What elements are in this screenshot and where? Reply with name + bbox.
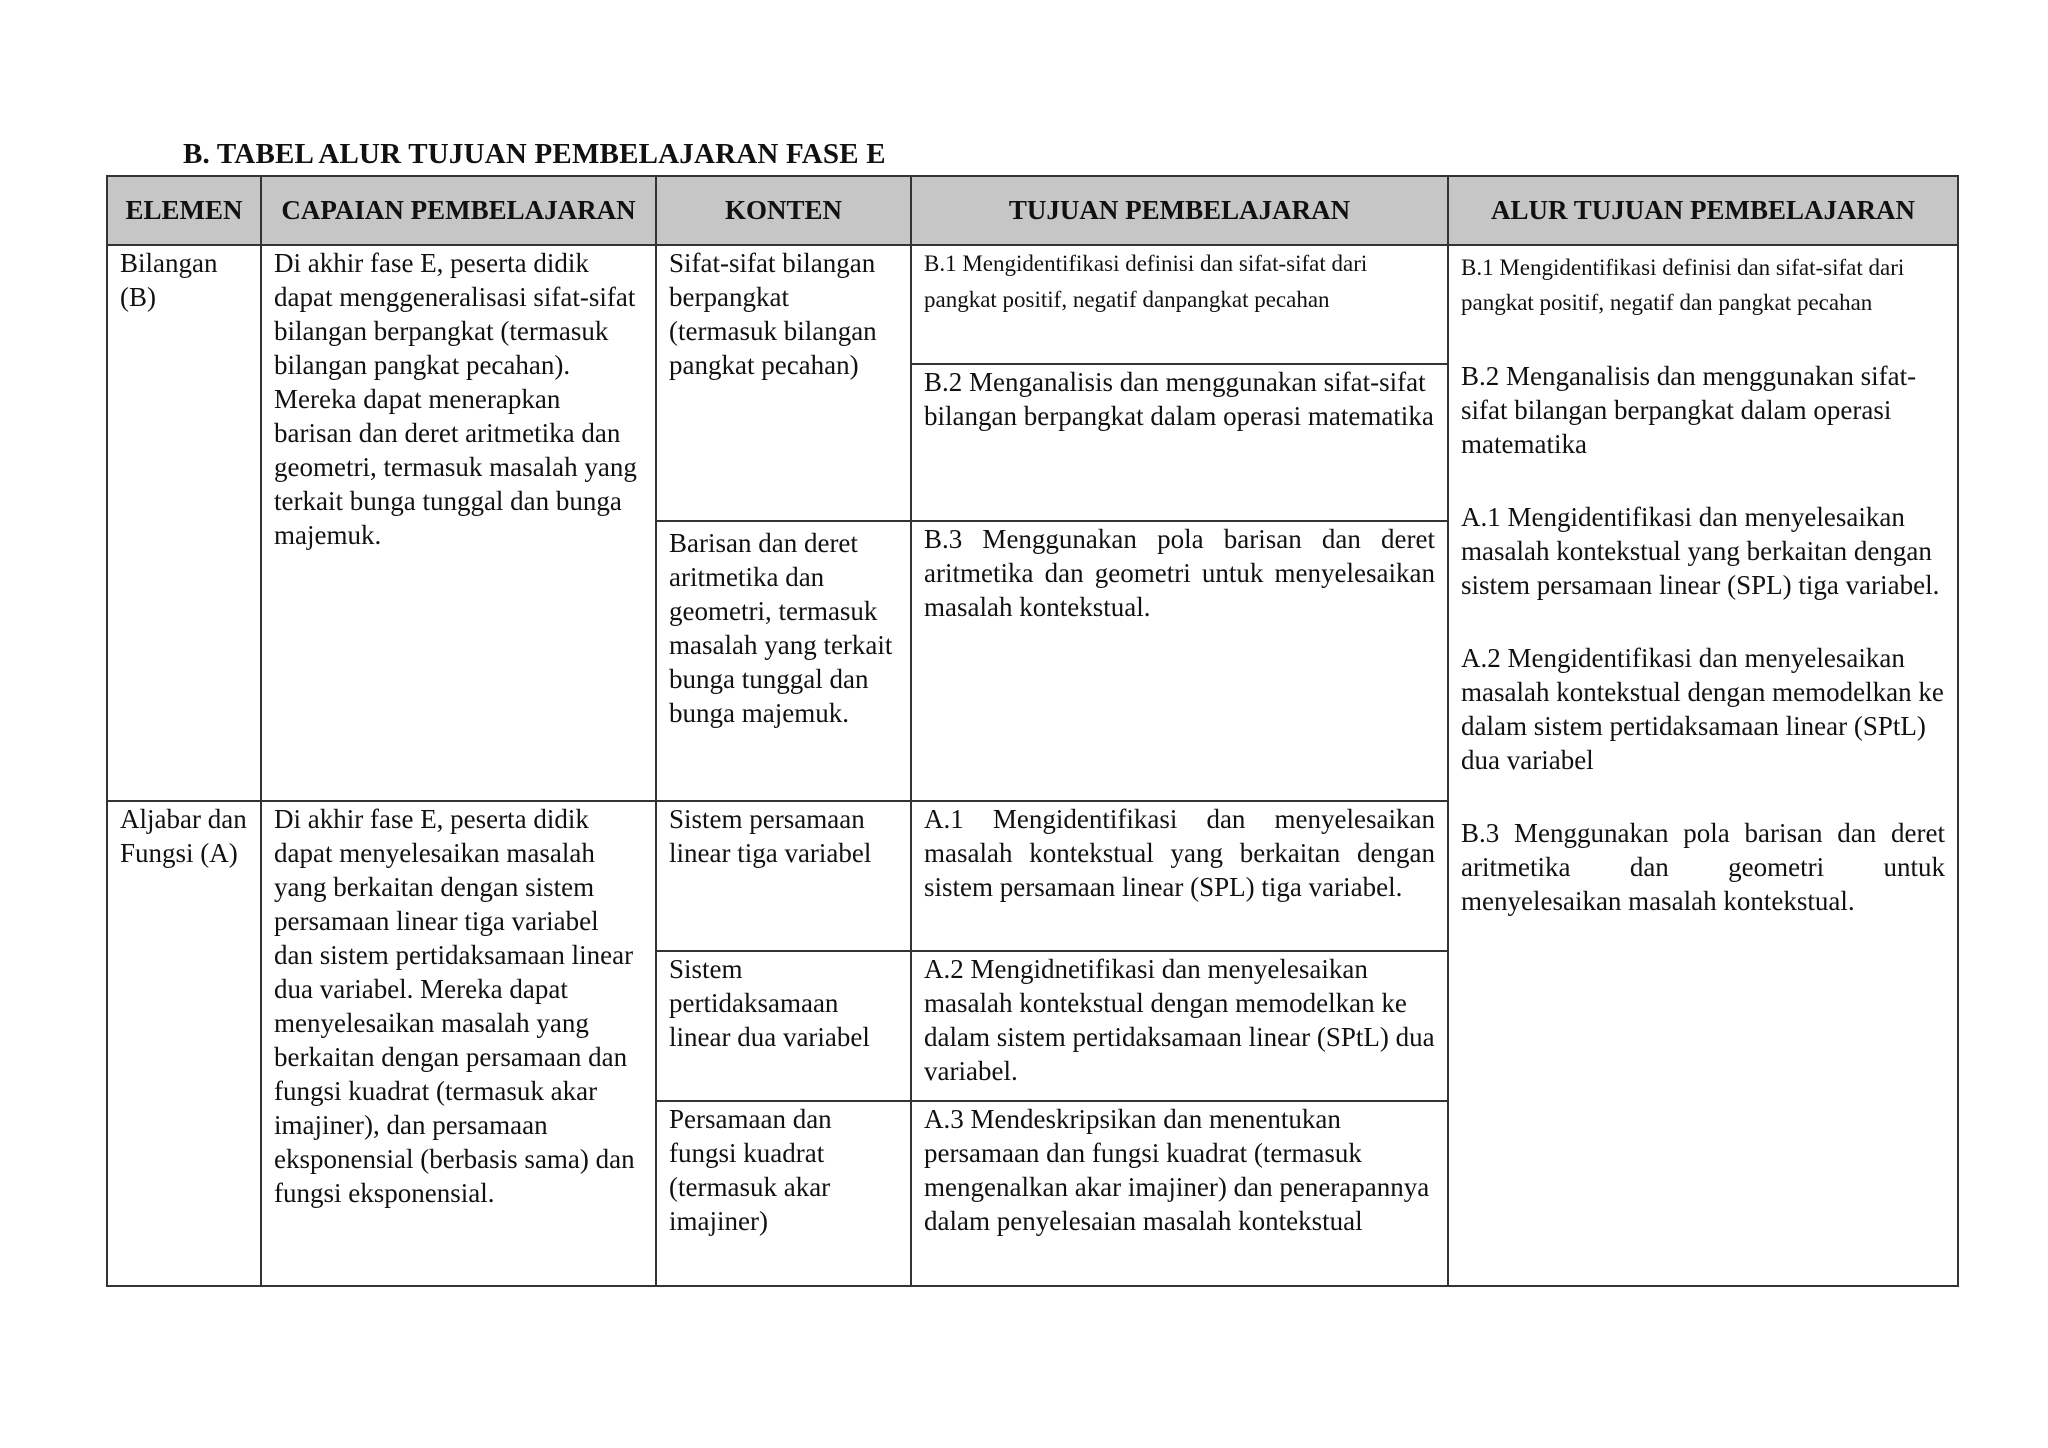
alur-item-a2: A.2 Mengidentifikasi dan menyelesaikan masalah kontekstual dengan memodelkan ke dalam sistem pertidaksamaan linear (SPtL) dua variabel: [1461, 643, 1944, 775]
konten-barisan-deret: Barisan dan deret aritmetika dan geometri, termasuk masalah yang terkait bunga tunggal dan bunga majemuk.: [656, 521, 911, 801]
elemen-bilangan: Bilangan (B): [107, 245, 261, 801]
alur-item-a1: A.1 Mengidentifikasi dan menyelesaikan masalah kontekstual yang berkaitan dengan sistem persamaan linear (SPL) tiga variabel.: [1461, 502, 1940, 600]
konten-sifat-bilangan-berpangkat: Sifat-sifat bilangan berpangkat (termasuk bilangan pangkat pecahan): [656, 245, 911, 521]
alur-tujuan-cell: [1448, 245, 1958, 1286]
tujuan-a2: A.2 Mengidnetifikasi dan menyelesaikan masalah kontekstual dengan memodelkan ke dalam sistem pertidaksamaan linear (SPtL) dua variabel.: [911, 951, 1448, 1101]
tujuan-b2: B.2 Menganalisis dan menggunakan sifat-sifat bilangan berpangkat dalam operasi matematika: [911, 364, 1448, 521]
konten-sptl-dua-variabel: Sistem pertidaksamaan linear dua variabel: [656, 951, 911, 1101]
tujuan-a1: A.1 Mengidentifikasi dan menyelesaikan masalah kontekstual yang berkaitan dengan sistem persamaan linear (SPL) tiga variabel.: [911, 801, 1448, 951]
table-header-row: [107, 176, 1958, 245]
alur-item-b1: B.1 Mengidentifikasi definisi dan sifat-sifat dari pangkat positif, negatif dan pangkat pecahan: [1461, 255, 1905, 315]
alur-item-b3: B.3 Menggunakan pola barisan dan deret aritmetika dan geometri untuk menyelesaikan masalah kontekstual.: [1461, 818, 1945, 916]
header-tujuan: TUJUAN PEMBELAJARAN: [911, 176, 1448, 245]
header-alur: ALUR TUJUAN PEMBELAJARAN: [1448, 176, 1958, 245]
table-row: [107, 245, 1958, 364]
capaian-aljabar: Di akhir fase E, peserta didik dapat menyelesaikan masalah yang berkaitan dengan sistem persamaan linear tiga variabel dan sistem pertidaksamaan linear dua variabel. Mereka dapat menyelesaikan masalah yang berkaitan dengan persamaan dan fungsi kuadrat (termasuk akar imajiner), dan persamaan eksponensial (berbasis sama) dan fungsi eksponensial.: [261, 801, 656, 1286]
tujuan-a3: A.3 Mendeskripsikan dan menentukan persamaan dan fungsi kuadrat (termasuk mengenalkan akar imajiner) dan penerapannya dalam penyelesaian masalah kontekstual: [911, 1101, 1448, 1286]
section-heading: B. TABEL ALUR TUJUAN PEMBELAJARAN FASE E: [183, 138, 886, 170]
learning-objectives-table: [106, 175, 1959, 1287]
konten-spl-tiga-variabel: Sistem persamaan linear tiga variabel: [656, 801, 911, 951]
tujuan-b1: B.1 Mengidentifikasi definisi dan sifat-sifat dari pangkat positif, negatif danpangkat pecahan: [911, 245, 1448, 364]
header-konten: KONTEN: [656, 176, 911, 245]
alur-item-b2: B.2 Menganalisis dan menggunakan sifat-sifat bilangan berpangkat dalam operasi matematika: [1461, 361, 1917, 459]
konten-persamaan-kuadrat: Persamaan dan fungsi kuadrat (termasuk akar imajiner): [656, 1101, 911, 1286]
header-elemen: ELEMEN: [107, 176, 261, 245]
header-capaian: CAPAIAN PEMBELAJARAN: [261, 176, 656, 245]
elemen-aljabar: Aljabar dan Fungsi (A): [107, 801, 261, 1286]
tujuan-b3: B.3 Menggunakan pola barisan dan deret aritmetika dan geometri untuk menyelesaikan masalah kontekstual.: [911, 521, 1448, 801]
capaian-bilangan: Di akhir fase E, peserta didik dapat menggeneralisasi sifat-sifat bilangan berpangkat (termasuk bilangan pangkat pecahan). Mereka dapat menerapkan barisan dan deret aritmetika dan geometri, termasuk masalah yang terkait bunga tunggal dan bunga majemuk.: [261, 245, 656, 801]
